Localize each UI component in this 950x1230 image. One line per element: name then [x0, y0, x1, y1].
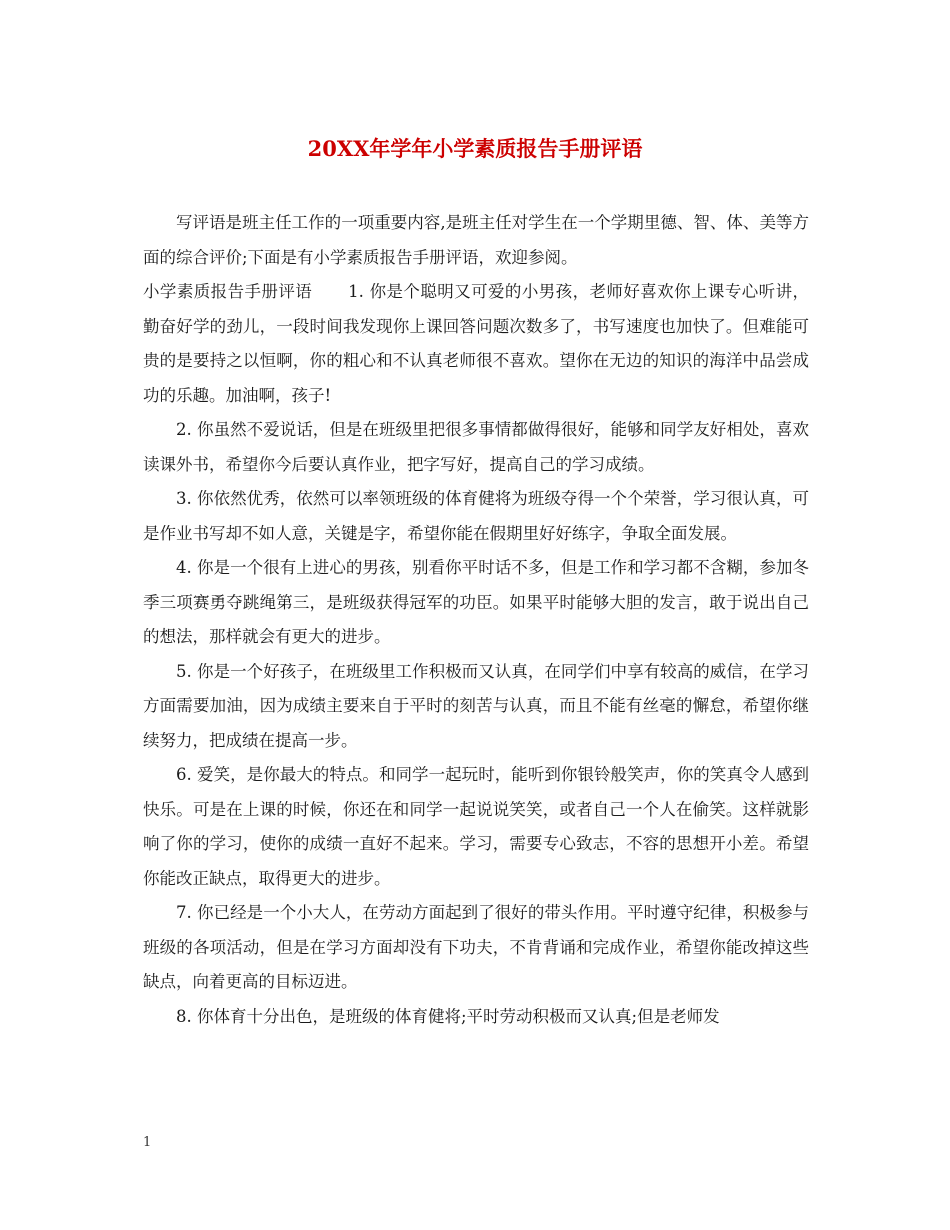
comment-text-1: 1. 你是个聪明又可爱的小男孩，老师好喜欢你上课专心听讲，勤奋好学的劲儿，一段时间我发现你上课回答问题次数多了，书写速度也加快了。但难能可贵的是要持之以恒啊，你的粗心和不认真老师很不喜欢。望你在无边的知识的海洋中品尝成功的乐趣。加油啊，孩子!: [143, 282, 809, 405]
comment-item-7: 7. 你已经是一个小大人，在劳动方面起到了很好的带头作用。平时遵守纪律，积极参与班级的各项活动，但是在学习方面却没有下功夫，不肯背诵和完成作业，希望你能改掉这些缺点，向着更高的目标迈进。: [143, 903, 809, 991]
intro-paragraph: 写评语是班主任工作的一项重要内容,是班主任对学生在一个学期里德、智、体、美等方面的综合评价;下面是有小学素质报告手册评语，欢迎参阅。: [143, 213, 809, 267]
comment-item-6: 6. 爱笑，是你最大的特点。和同学一起玩时，能听到你银铃般笑声，你的笑真令人感到快乐。可是在上课的时候，你还在和同学一起说说笑笑，或者自己一个人在偷笑。这样就影响了你的学习，使你的成绩一直好不起来。学习，需要专心致志，不容的思想开小差。希望你能改正缺点，取得更大的进步。: [143, 765, 809, 888]
comment-item-2: 2. 你虽然不爱说话，但是在班级里把很多事情都做得很好，能够和同学友好相处，喜欢读课外书，希望你今后要认真作业，把字写好，提高自己的学习成绩。: [143, 420, 809, 474]
comment-item-4: 4. 你是一个很有上进心的男孩，别看你平时话不多，但是工作和学习都不含糊，参加冬季三项赛勇夺跳绳第三，是班级获得冠军的功臣。如果平时能够大胆的发言，敢于说出自己的想法，那样就会有更大的进步。: [143, 558, 809, 646]
document-title: 20XX年学年小学素质报告手册评语: [307, 136, 643, 161]
page-number: 1: [143, 1135, 152, 1150]
section-heading: 小学素质报告手册评语: [143, 282, 313, 301]
comment-item-5: 5. 你是一个好孩子，在班级里工作积极而又认真，在同学们中享有较高的威信，在学习方面需要加油，因为成绩主要来自于平时的刻苦与认真，而且不能有丝毫的懈怠，希望你继续努力，把成绩在提高一步。: [143, 661, 809, 750]
comment-item-3: 3. 你依然优秀，依然可以率领班级的体育健将为班级夺得一个个荣誉，学习很认真，可是作业书写却不如人意，关键是字，希望你能在假期里好好练字，争取全面发展。: [143, 489, 809, 543]
comment-item-1: [143, 275, 809, 413]
comment-item-8: 8. 你体育十分出色，是班级的体育健将;平时劳动积极而又认真;但是老师发: [176, 1006, 720, 1026]
document-body: [143, 206, 809, 1034]
